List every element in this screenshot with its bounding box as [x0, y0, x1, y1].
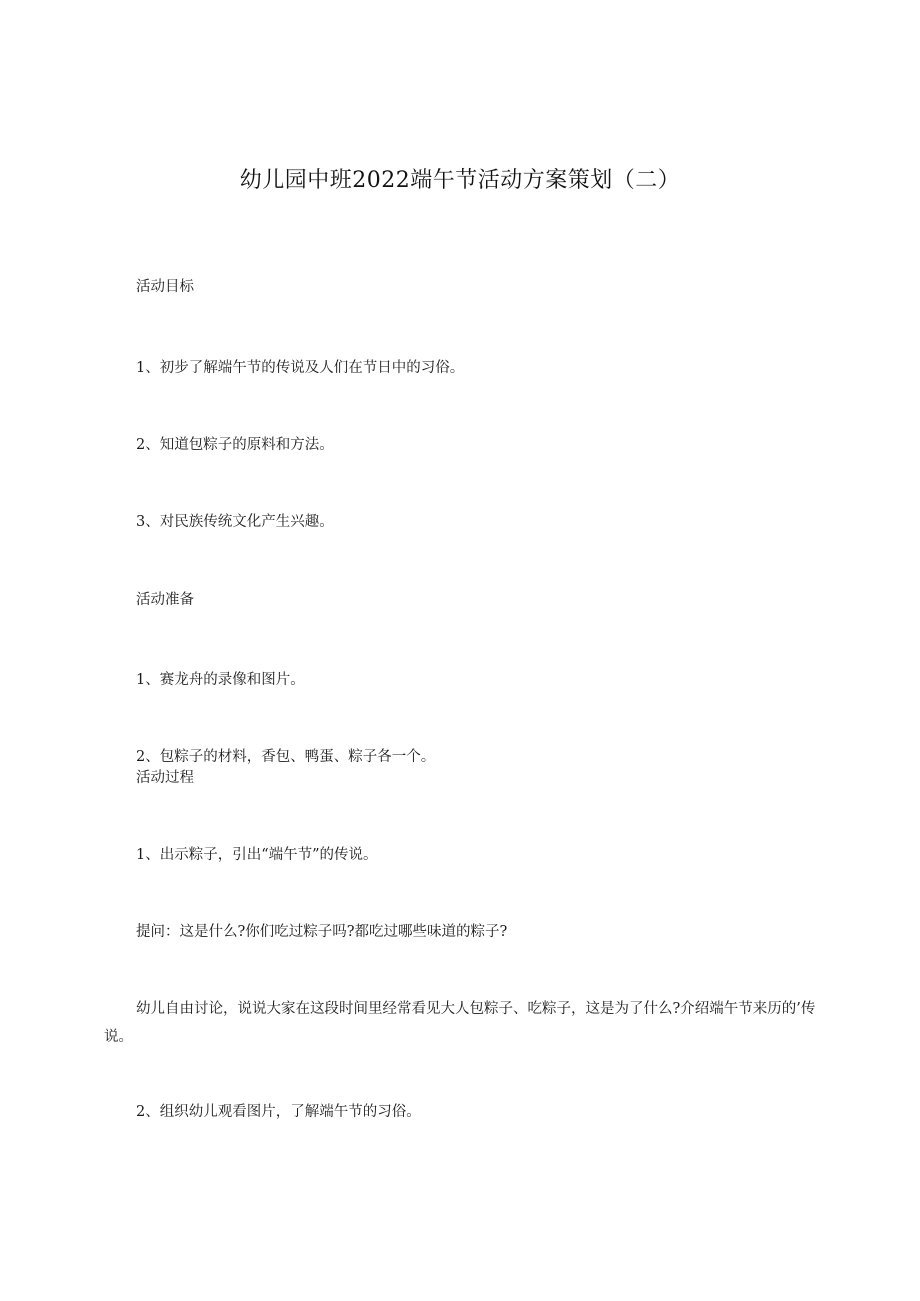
prep-item-2: 2、包粽子的材料，香包、鸭蛋、粽子各一个。	[136, 749, 436, 765]
goal-item-1: 1、初步了解端午节的传说及人们在节日中的习俗。	[136, 360, 465, 376]
section-heading-preparation: 活动准备	[136, 592, 194, 608]
goal-item-3: 3、对民族传统文化产生兴趣。	[136, 514, 334, 530]
prep-item-1: 1、赛龙舟的录像和图片。	[136, 672, 305, 688]
document-title: 幼儿园中班2022端午节活动方案策划（二）	[239, 168, 681, 193]
process-item-1: 1、出示粽子，引出“端午节”的传说。	[136, 847, 378, 863]
process-item-2: 2、组织幼儿观看图片，了解端午节的习俗。	[136, 1104, 421, 1120]
process-question: 提问：这是什么?你们吃过粽子吗?都吃过哪些味道的粽子?	[136, 924, 508, 940]
section-heading-process: 活动过程	[136, 770, 194, 786]
process-discussion: 幼儿自由讨论，说说大家在这段时间里经常看见大人包粽子、吃粽子，这是为了什么?介绍端午节来历的’传说。	[104, 1001, 816, 1045]
section-heading-goals: 活动目标	[136, 279, 194, 295]
goal-item-2: 2、知道包粽子的原料和方法。	[136, 437, 334, 453]
